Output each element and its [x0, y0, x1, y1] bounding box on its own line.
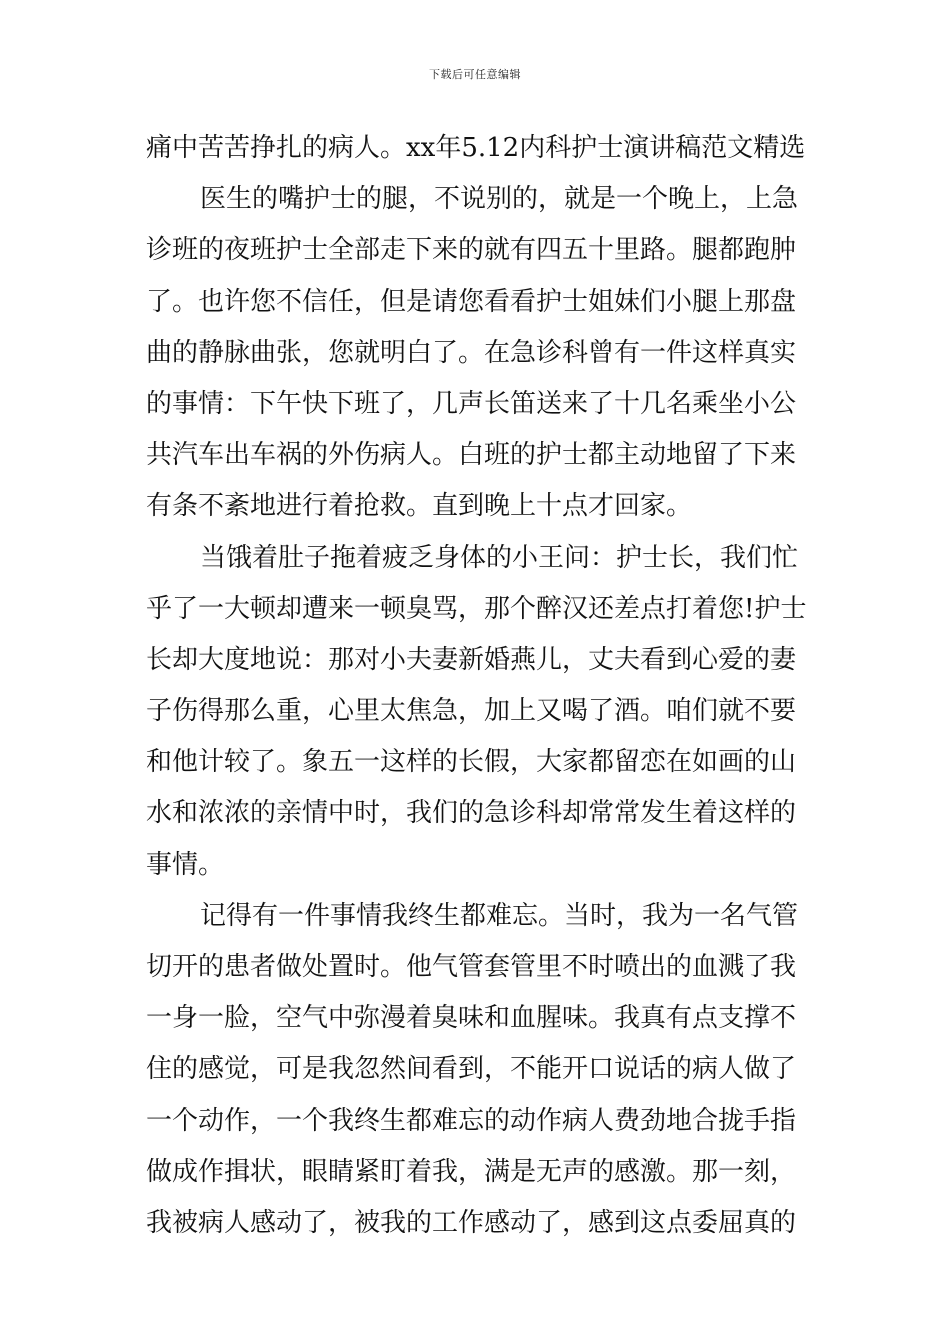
text-line: 和他计较了。象五一这样的长假，大家都留恋在如画的山 — [146, 747, 797, 778]
text-line: 长却大度地说：那对小夫妻新婚燕儿，丈夫看到心爱的妻 — [146, 644, 797, 675]
text-line: 诊班的夜班护士全部走下来的就有四五十里路。腿都跑肿 — [146, 235, 797, 266]
text-line: 住的感觉，可是我忽然间看到，不能开口说话的病人做了 — [146, 1054, 797, 1085]
text-line: 记得有一件事情我终生都难忘。当时，我为一名气管 — [200, 900, 799, 931]
text-line: 有条不紊地进行着抢救。直到晚上十点才回家。 — [146, 491, 693, 522]
paragraph — [146, 533, 808, 891]
text-line: 医生的嘴护士的腿，不说别的，就是一个晚上，上急 — [200, 184, 799, 215]
text-line: 一个动作，一个我终生都难忘的动作病人费劲地合拢手指 — [146, 1105, 797, 1136]
text-line: 曲的静脉曲张，您就明白了。在急诊科曾有一件这样真实 — [146, 337, 797, 368]
text-line: 我被病人感动了，被我的工作感动了，感到这点委屈真的 — [146, 1207, 797, 1238]
text-line: 水和浓浓的亲情中时，我们的急诊科却常常发生着这样的 — [146, 798, 797, 829]
text-line: 一身一脸，空气中弥漫着臭味和血腥味。我真有点支撑不 — [146, 1003, 797, 1034]
text-line: 痛中苦苦挣扎的病人。xx年5.12内科护士演讲稿范文精选 — [146, 133, 806, 163]
text-line: 子伤得那么重，心里太焦急，加上又喝了酒。咱们就不要 — [146, 696, 797, 727]
document-body — [146, 123, 808, 1249]
text-line: 的事情：下午快下班了，几声长笛送来了十几名乘坐小公 — [146, 388, 797, 419]
paragraph — [146, 891, 808, 1249]
paragraph — [146, 123, 808, 174]
text-line: 事情。 — [146, 849, 225, 880]
text-line: 当饿着肚子拖着疲乏身体的小王问：护士长，我们忙 — [200, 542, 799, 573]
text-line: 了。也许您不信任，但是请您看看护士姐妹们小腿上那盘 — [146, 286, 797, 317]
page-header: 下载后可任意编辑 — [429, 68, 521, 81]
text-line: 共汽车出车祸的外伤病人。白班的护士都主动地留了下来 — [146, 440, 797, 471]
text-line: 做成作揖状，眼睛紧盯着我，满是无声的感激。那一刻， — [146, 1156, 797, 1187]
text-line: 切开的患者做处置时。他气管套管里不时喷出的血溅了我 — [146, 952, 797, 982]
text-line: 乎了一大顿却遭来一顿臭骂，那个醉汉还差点打着您!护士 — [146, 593, 807, 624]
paragraph — [146, 174, 808, 532]
